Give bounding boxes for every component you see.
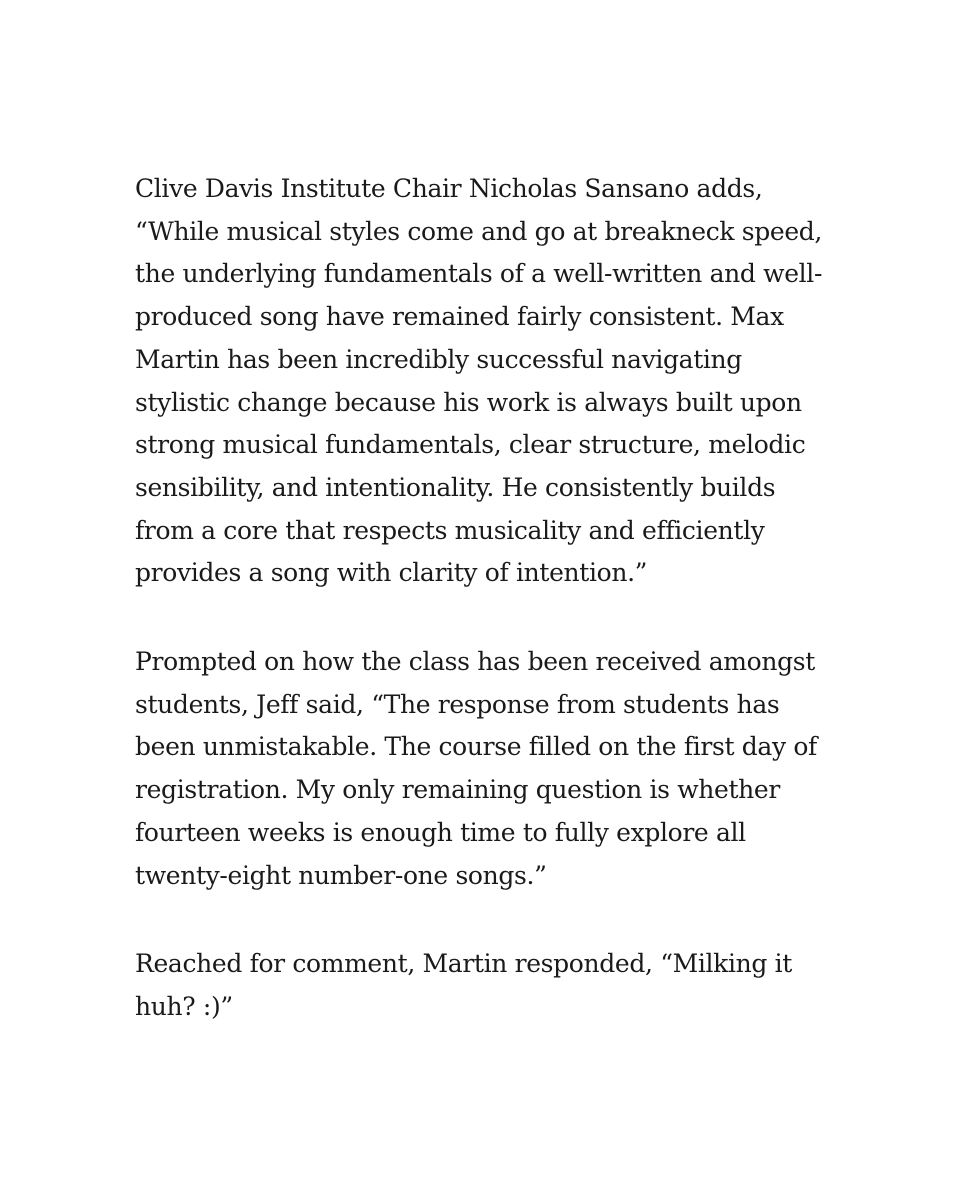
text-line: produced song have remained fairly consistent. Max [135, 302, 784, 332]
text-line: Prompted on how the class has been received amongst [135, 647, 815, 677]
text-line: stylistic change because his work is always built upon [135, 387, 802, 417]
text-line: from a core that respects musicality and efficiently [135, 515, 765, 545]
text-line: registration. My only remaining question is whether [135, 775, 780, 805]
text-line: twenty-eight number-one songs.” [135, 860, 547, 890]
paragraph-martin-response [135, 943, 825, 1028]
paragraph-jeff-quote [135, 641, 825, 897]
text-line: Reached for comment, Martin responded, “Milking it [135, 949, 792, 979]
text-line: “While musical styles come and go at breakneck speed, [135, 216, 823, 246]
text-line: fourteen weeks is enough time to fully explore all [135, 817, 746, 847]
text-line: sensibility, and intentionality. He consistently builds [135, 472, 776, 502]
text-line: the underlying fundamentals of a well-written and well- [135, 259, 823, 289]
text-line: provides a song with clarity of intention.” [135, 558, 648, 588]
text-line: huh? :)” [135, 991, 233, 1021]
paragraph-sansano-quote [135, 168, 825, 595]
text-line: Martin has been incredibly successful navigating [135, 344, 742, 374]
text-line: been unmistakable. The course filled on the first day of [135, 732, 817, 762]
text-line: students, Jeff said, “The response from students has [135, 689, 780, 719]
text-line: strong musical fundamentals, clear structure, melodic [135, 430, 806, 460]
article-body [135, 168, 825, 1029]
text-line: Clive Davis Institute Chair Nicholas Sansano adds, [135, 174, 763, 203]
